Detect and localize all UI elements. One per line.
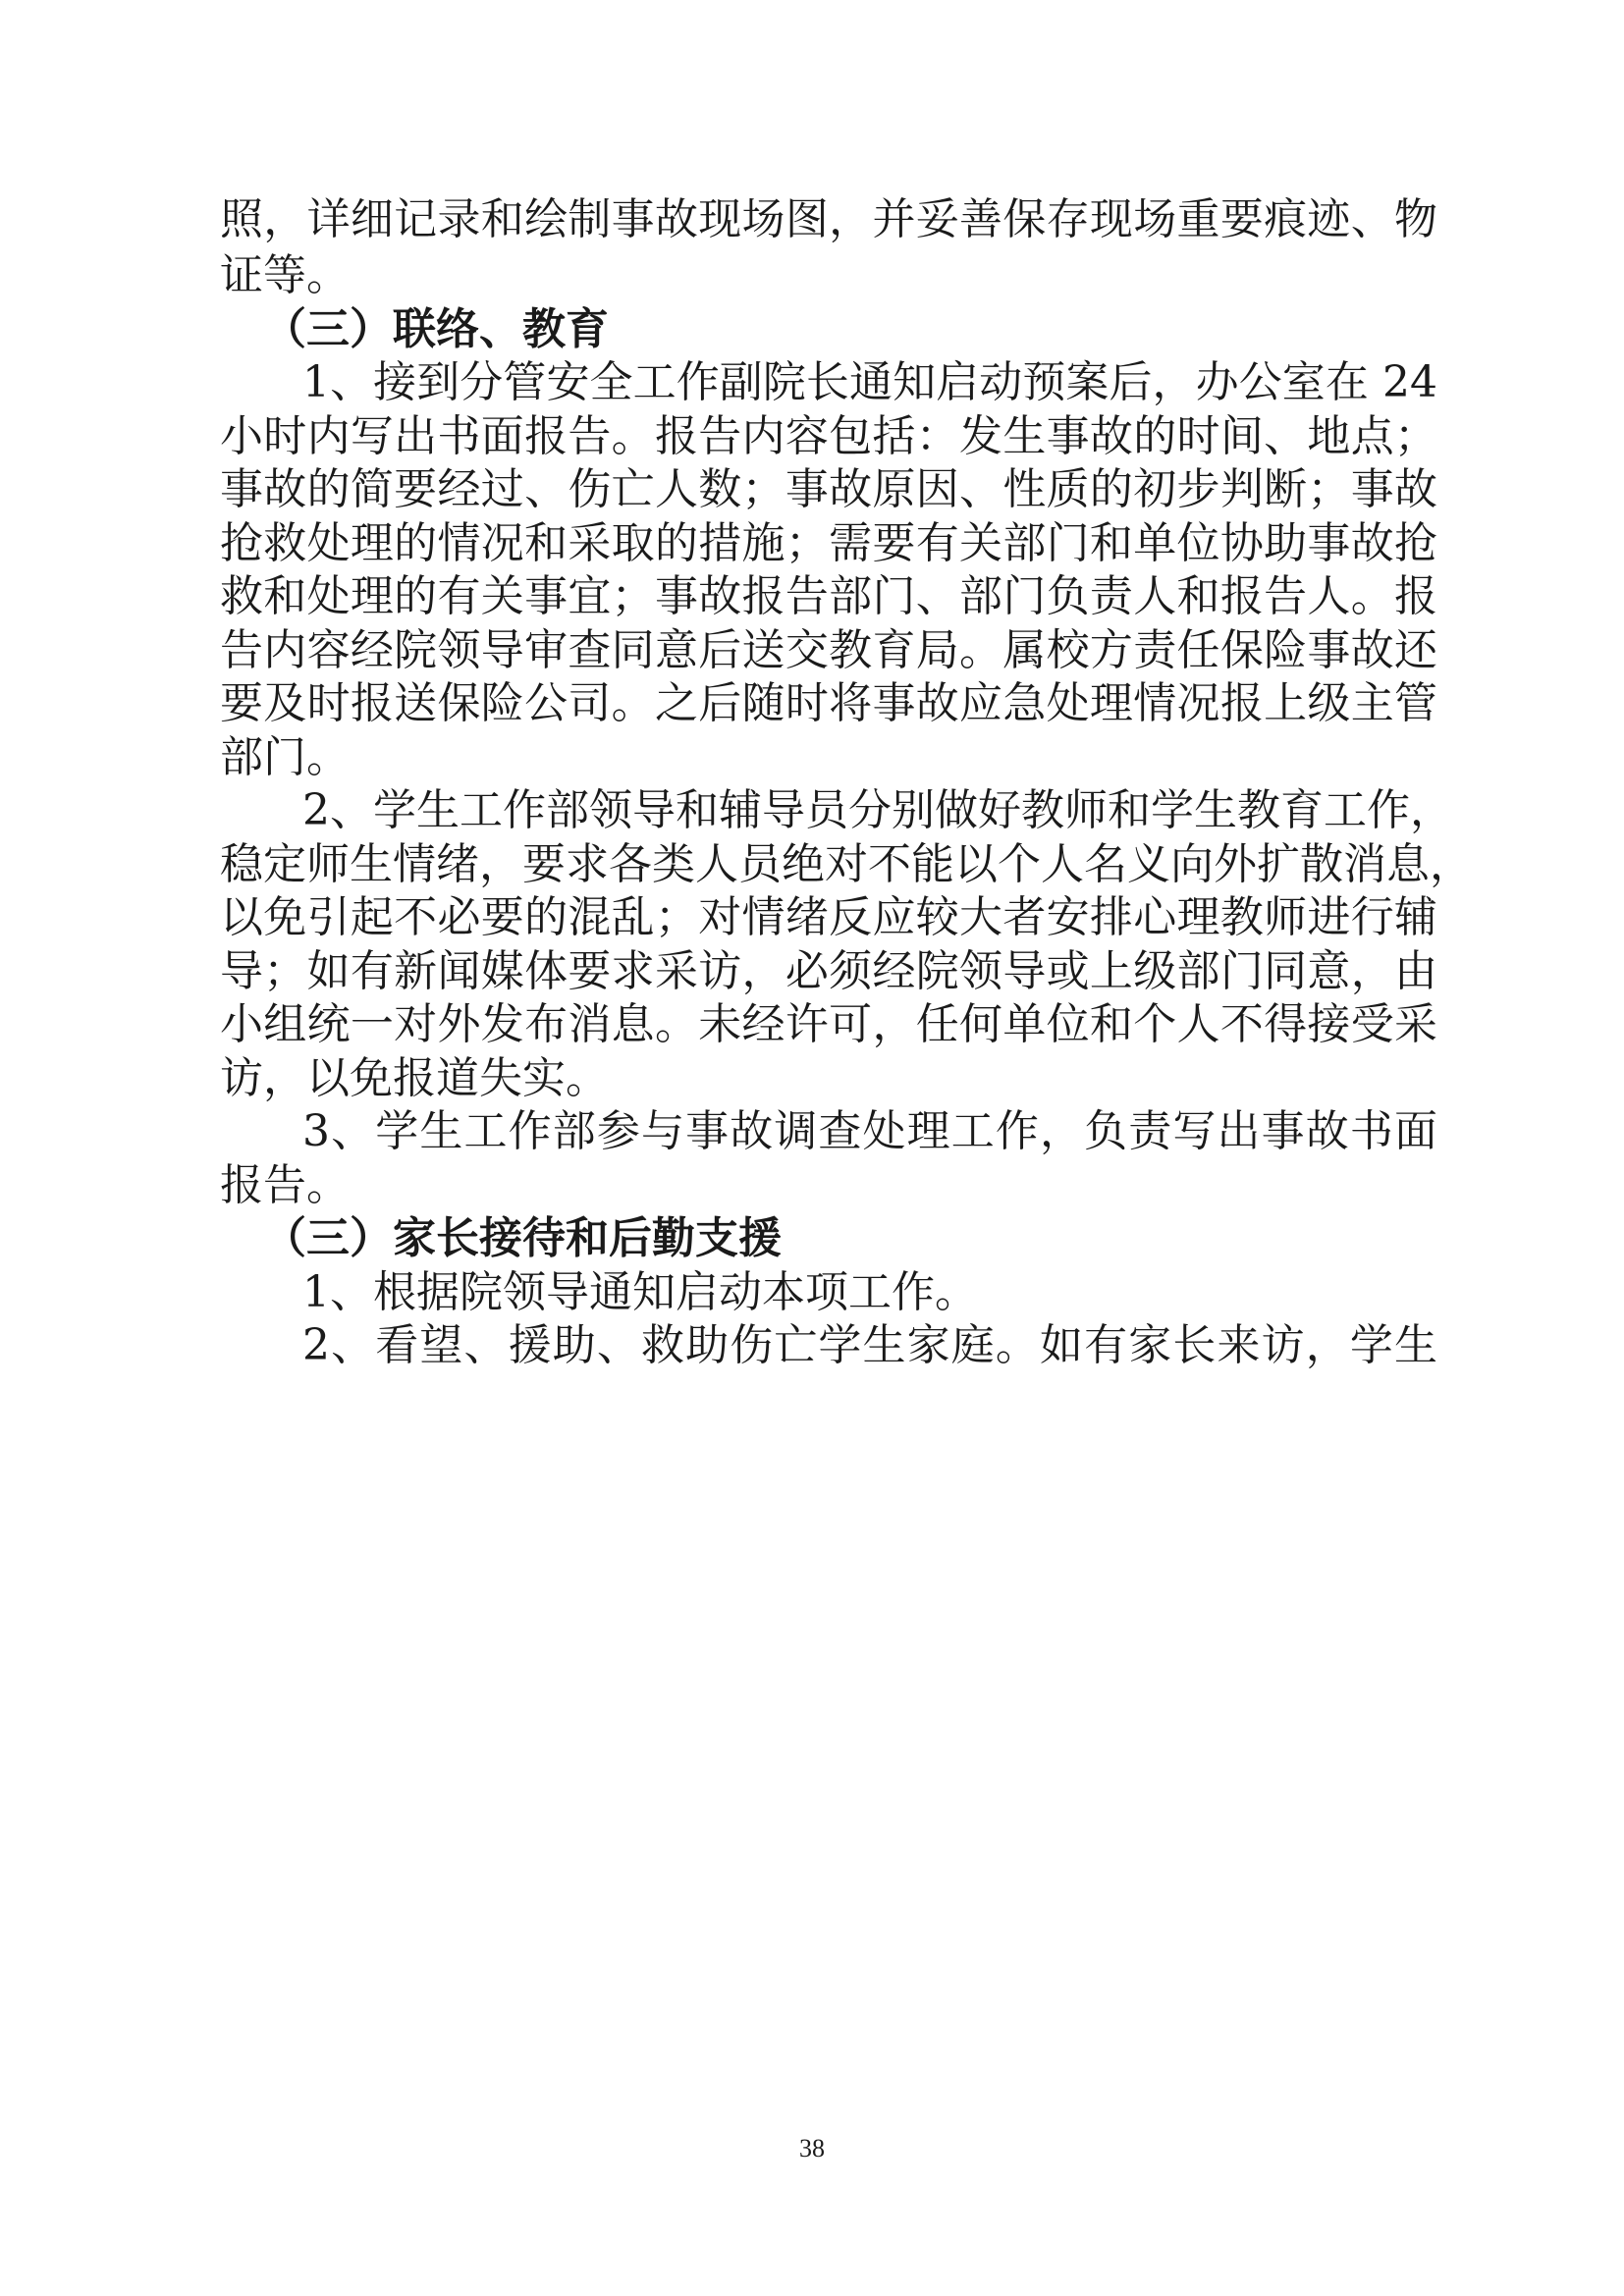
paragraph-line: 小组统一对外发布消息。未经许可，任何单位和个人不得接受采 [220, 999, 1437, 1049]
paragraph-line: 2、看望、援助、救助伤亡学生家庭。如有家长来访，学生 [302, 1320, 1437, 1370]
paragraph-line: 小时内写出书面报告。报告内容包括：发生事故的时间、地点； [220, 411, 1437, 461]
paragraph-line: 稳定师生情绪，要求各类人员绝对不能以个人名义向外扩散消息， [220, 839, 1473, 889]
paragraph-line: 报告。 [220, 1160, 350, 1210]
paragraph-line: 1、接到分管安全工作副院长通知启动预案后，办公室在 24 [302, 357, 1437, 407]
paragraph-line: 2、学生工作部领导和辅导员分别做好教师和学生教育工作， [302, 785, 1453, 835]
paragraph-line: 导；如有新闻媒体要求采访，必须经院领导或上级部门同意，由 [220, 946, 1437, 996]
section-heading: （三）联络、教育 [263, 304, 609, 354]
paragraph-line: 事故的简要经过、伤亡人数；事故原因、性质的初步判断；事故 [220, 464, 1437, 514]
paragraph-line: 证等。 [220, 250, 350, 300]
paragraph-line: 照，详细记录和绘制事故现场图，并妥善保存现场重要痕迹、物 [220, 194, 1437, 244]
page-number: 38 [799, 2134, 825, 2163]
section-heading: （三）家长接待和后勤支援 [263, 1213, 782, 1263]
paragraph-line: 抢救处理的情况和采取的措施；需要有关部门和单位协助事故抢 [220, 518, 1437, 568]
paragraph-line: 救和处理的有关事宜；事故报告部门、部门负责人和报告人。报 [220, 571, 1437, 621]
paragraph-line: 3、学生工作部参与事故调查处理工作，负责写出事故书面 [302, 1106, 1437, 1156]
paragraph-line: 要及时报送保险公司。之后随时将事故应急处理情况报上级主管 [220, 678, 1437, 728]
paragraph-line: 以免引起不必要的混乱；对情绪反应较大者安排心理教师进行辅 [220, 892, 1437, 942]
paragraph-line: 部门。 [220, 732, 350, 782]
paragraph-line: 访，以免报道失实。 [220, 1053, 609, 1103]
paragraph-line: 告内容经院领导审查同意后送交教育局。属校方责任保险事故还 [220, 625, 1437, 675]
paragraph-line: 1、根据院领导通知启动本项工作。 [302, 1267, 978, 1317]
